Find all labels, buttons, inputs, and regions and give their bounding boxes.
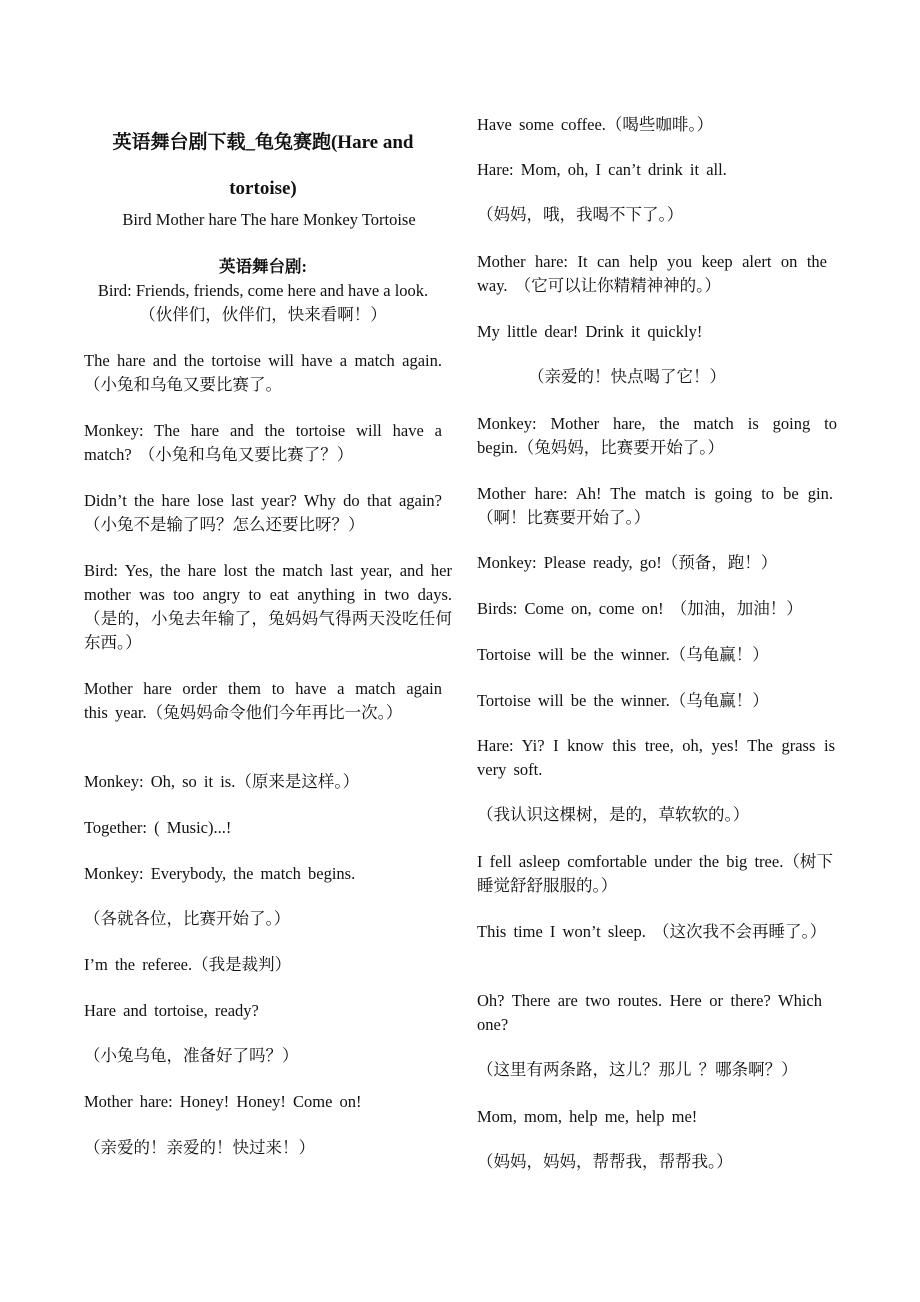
dialogue-line: Hare and tortoise, ready? — [84, 1001, 259, 1020]
cast-line: Bird Mother hare The hare Monkey Tortoise — [122, 210, 416, 229]
dialogue-line: （亲爱的！亲爱的！快过来！） — [84, 1138, 315, 1157]
dialogue-line: Mother hare order them to have a match again this year.（兔妈妈命令他们今年再比一次。） — [84, 679, 442, 722]
dialogue-line: （这里有两条路，这儿？那儿 ？哪条啊？） — [477, 1060, 798, 1079]
dialogue-line: Monkey: Everybody, the match begins. — [84, 864, 356, 883]
dialogue-line: Monkey: Oh, so it is.（原来是这样。） — [84, 772, 360, 791]
dialogue-line: Hare: Yi? I know this tree, oh, yes! The grass is very soft. — [477, 736, 835, 779]
dialogue-line: Mother hare: Honey! Honey! Come on! — [84, 1092, 362, 1111]
dialogue-line: I’m the referee.（我是裁判） — [84, 955, 292, 974]
dialogue-line: （妈妈，哦，我喝不下了。） — [477, 205, 684, 224]
section-heading: 英语舞台剧: — [219, 257, 307, 276]
dialogue-line: Mother hare: It can help you keep alert on the way. （它可以让你精精神神的。） — [477, 252, 827, 295]
dialogue-line: （各就各位，比赛开始了。） — [84, 909, 291, 928]
dialogue-line: My little dear! Drink it quickly! — [477, 322, 703, 341]
page-title: 英语舞台剧下载_龟兔赛跑(Hare and tortoise) — [112, 132, 414, 199]
dialogue-line: Monkey: Please ready, go!（预备，跑！） — [477, 553, 778, 572]
dialogue-line: Didn’t the hare lose last year? Why do that again?（小兔不是输了吗？怎么还要比呀？） — [84, 491, 442, 534]
dialogue-line: （妈妈，妈妈，帮帮我，帮帮我。） — [477, 1152, 733, 1171]
dialogue-line: Have some coffee.（喝些咖啡。） — [477, 115, 714, 134]
dialogue-line: Tortoise will be the winner.（乌龟赢！） — [477, 691, 769, 710]
dialogue-line: Together: ( Music)...! — [84, 818, 232, 837]
dialogue-line: （小兔乌龟，准备好了吗？） — [84, 1046, 299, 1065]
dialogue-line: This time I won’t sleep. （这次我不会再睡了。） — [477, 922, 827, 941]
dialogue-line: Bird: Yes, the hare lost the match last year, and her mother was too angry to eat anything in two days.（是的，小兔去年输了，兔妈妈气得两天没吃任何东西。） — [84, 561, 452, 652]
dialogue-line: Oh? There are two routes. Here or there? Which one? — [477, 991, 822, 1034]
dialogue-line: Mother hare: Ah! The match is going to be gin.（啊！比赛要开始了。） — [477, 484, 833, 527]
dialogue-line: I fell asleep comfortable under the big tree.（树下睡觉舒舒服服的。） — [477, 852, 833, 895]
dialogue-line: Monkey: Mother hare, the match is going to begin.（兔妈妈，比赛要开始了。） — [477, 414, 837, 457]
dialogue-line: The hare and the tortoise will have a match again.（小兔和乌龟又要比赛了。 — [84, 351, 442, 394]
dialogue-line: Hare: Mom, oh, I can’t drink it all. — [477, 160, 727, 179]
dialogue-line: Birds: Come on, come on! （加油，加油！） — [477, 599, 803, 618]
dialogue-line: Tortoise will be the winner.（乌龟赢！） — [477, 645, 769, 664]
dialogue-line: （我认识这棵树，是的，草软软的。） — [477, 805, 750, 824]
dialogue-line: （亲爱的！快点喝了它！） — [528, 367, 726, 386]
dialogue-line: Monkey: The hare and the tortoise will have a match? （小兔和乌龟又要比赛了？） — [84, 421, 442, 464]
dialogue-line: Mom, mom, help me, help me! — [477, 1107, 698, 1126]
dialogue-line: Bird: Friends, friends, come here and have a look. （伙伴们，伙伴们，快来看啊！） — [97, 281, 429, 324]
